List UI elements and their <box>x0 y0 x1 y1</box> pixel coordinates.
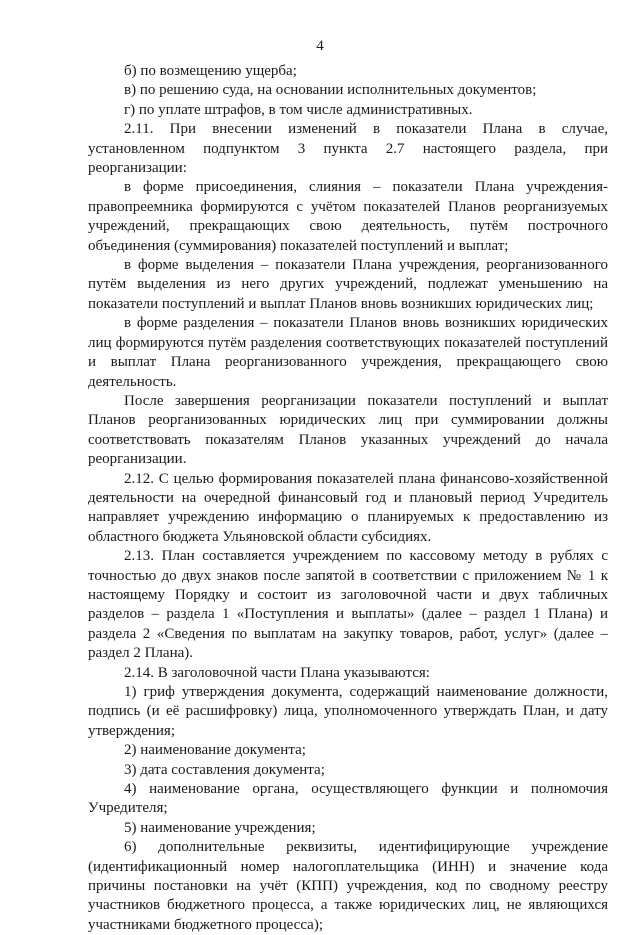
paragraph: 2.14. В заголовочной части Плана указываются: <box>124 664 430 681</box>
paragraph: 2.12. С целью формирования показателей плана финансово-хозяйственной деятельности на очередной финансовый год и плановый период Учредитель направляет учреждению информацию о планируемых к предоставлению из областного бюджета Ульяновской области субсидиях. <box>88 470 608 545</box>
paragraph: 4) наименование органа, осуществляющего функции и полномочия Учредителя; <box>88 781 608 817</box>
paragraph: 2) наименование документа; <box>124 742 306 759</box>
paragraph: После завершения реорганизации показатели поступлений и выплат Планов реорганизованных юридических лиц при суммировании должны соответствовать показателям Планов указанных учреждений до начала реорганизации. <box>88 392 608 468</box>
paragraph: 1) гриф утверждения документа, содержащий наименование должности, подпись (и её расшифровку) лица, уполномоченного утверждать План, и дату утверждения; <box>88 684 608 739</box>
paragraph: в форме разделения – показатели Планов вновь возникших юридических лиц формируются путём разделения соответствующих показателей поступлений и выплат Плана реорганизованного учреждения, прекращающего свою деятельность. <box>88 315 608 390</box>
paragraph: 2.13. План составляется учреждением по кассовому методу в рублях с точностью до двух знаков после запятой в соответствии с приложением № 1 к настоящему Порядку и состоит из заголовочной части и двух табличных разделов – раздела 1 «Поступления и выплаты» (далее – раздел 1 Плана) и раздела 2 «Сведения по выплатам на закупку товаров, работ, услуг» (далее – раздел 2 Плана). <box>88 548 608 662</box>
paragraph: в форме выделения – показатели Плана учреждения, реорганизованного путём выделения из него других учреждений, подлежат уменьшению на показатели поступлений и выплат Планов вновь возникших юридических лиц; <box>88 257 608 312</box>
paragraph: 5) наименование учреждения; <box>124 819 316 836</box>
paragraph: 6) дополнительные реквизиты, идентифицирующие учреждение (идентификационный номер налогоплательщика (ИНН) и значение кода причины постановки на учёт (КПП) учреждения, код по сводному реестру участников бюджетного процесса, а также юридических лиц, не являющихся участниками бюджетного процесса); <box>88 839 608 933</box>
paragraph: б) по возмещению ущерба; <box>124 63 297 79</box>
paragraph: 2.11. При внесении изменений в показатели Плана в случае, установленном подпунктом 3 пункта 2.7 настоящего раздела, при реорганизации: <box>88 121 608 177</box>
paragraph: 3) дата составления документа; <box>124 761 325 778</box>
paragraph: в форме присоединения, слияния – показатели Плана учреждения-правопреемника формируются с учётом показателей Планов реорганизуемых учреждений, прекращающих свою деятельность, путём построчного объединения (суммирования) показателей поступлений и выплат; <box>88 179 608 254</box>
paragraph: г) по уплате штрафов, в том числе административных. <box>124 101 473 118</box>
body-text <box>88 62 608 935</box>
page-number: 4 <box>316 38 324 54</box>
paragraph: в) по решению суда, на основании исполнительных документов; <box>124 82 537 99</box>
